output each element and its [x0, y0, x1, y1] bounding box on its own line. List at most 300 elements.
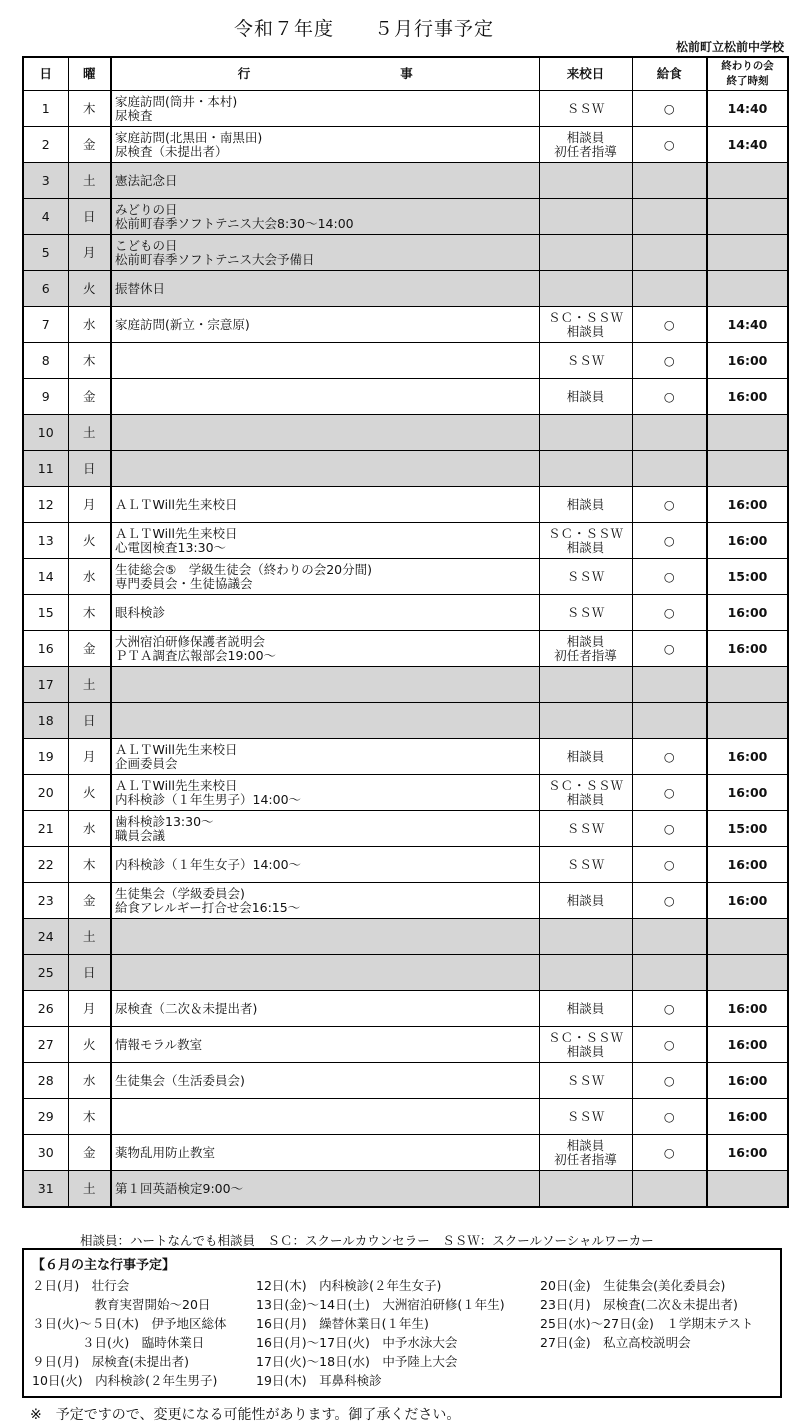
lunch-cell	[632, 271, 707, 307]
lunch-cell: ○	[632, 1063, 707, 1099]
table-row	[23, 415, 788, 451]
june-event-item: 19日(木) 耳鼻科検診	[256, 1373, 382, 1388]
weekday-cell: 木	[68, 595, 111, 631]
weekday-cell: 水	[68, 811, 111, 847]
visitor-line: ＳＳＷ	[566, 568, 605, 584]
weekday-cell: 土	[68, 919, 111, 955]
table-row	[23, 991, 788, 1027]
event-line: ＡＬＴWill先生来校日	[115, 496, 238, 512]
table-row	[23, 235, 788, 271]
visitor-line: 相談員	[566, 791, 605, 807]
header-end-time	[707, 57, 788, 91]
weekday-cell: 日	[68, 451, 111, 487]
events-cell	[111, 559, 539, 595]
table-row	[23, 847, 788, 883]
weekday-cell: 木	[68, 91, 111, 127]
visitor-line: 相談員	[566, 323, 605, 339]
visitor-line: ＳＣ・ＳＳＷ	[547, 309, 623, 325]
event-line: 尿検査	[115, 107, 153, 123]
june-event-item: 教育実習開始～20日	[32, 1297, 211, 1312]
table-row	[23, 163, 788, 199]
visitors-cell	[539, 811, 632, 847]
events-cell	[111, 991, 539, 1027]
june-event-item: 17日(火)～18日(水) 中予陸上大会	[256, 1354, 458, 1369]
visitor-line: 相談員	[566, 1043, 605, 1059]
june-event-item: ３日(火)～５日(木) 伊予地区総体	[32, 1316, 227, 1331]
event-line: 生徒総会⑤ 学級生徒会（終わりの会20分間)	[115, 561, 372, 577]
visitors-cell	[539, 955, 632, 991]
end-time-cell: 16:00	[707, 1135, 788, 1171]
weekday-cell: 日	[68, 199, 111, 235]
table-row	[23, 523, 788, 559]
day-cell: 15	[23, 595, 68, 631]
weekday-cell: 木	[68, 847, 111, 883]
school-name: 松前町立松前中学校	[675, 40, 784, 54]
visitor-line: 相談員	[566, 388, 605, 404]
weekday-cell: 金	[68, 1135, 111, 1171]
events-cell	[111, 883, 539, 919]
visitors-cell	[539, 307, 632, 343]
table-row	[23, 703, 788, 739]
visitors-cell	[539, 127, 632, 163]
end-time-cell: 16:00	[707, 991, 788, 1027]
weekday-cell: 水	[68, 1063, 111, 1099]
events-cell	[111, 1171, 539, 1208]
visitor-line: ＳＳＷ	[566, 1108, 605, 1124]
visitor-line: 初任者指導	[554, 1151, 617, 1167]
event-line: 生徒集会（生活委員会)	[115, 1072, 245, 1088]
end-time-cell: 15:00	[707, 811, 788, 847]
weekday-cell: 日	[68, 703, 111, 739]
june-column-3	[540, 1276, 753, 1352]
june-event-item: ２日(月) 壮行会	[32, 1278, 130, 1293]
events-cell	[111, 199, 539, 235]
lunch-cell: ○	[632, 487, 707, 523]
table-row	[23, 1063, 788, 1099]
table-row	[23, 1099, 788, 1135]
visitors-cell	[539, 919, 632, 955]
june-event-item: 25日(水)～27日(金) １学期末テスト	[540, 1316, 754, 1331]
day-cell: 4	[23, 199, 68, 235]
events-cell	[111, 523, 539, 559]
table-row	[23, 199, 788, 235]
end-time-cell: 16:00	[707, 775, 788, 811]
day-cell: 19	[23, 739, 68, 775]
visitors-cell	[539, 343, 632, 379]
day-cell: 29	[23, 1099, 68, 1135]
table-row	[23, 91, 788, 127]
visitors-cell	[539, 739, 632, 775]
table-row	[23, 595, 788, 631]
visitor-line: ＳＳＷ	[566, 604, 605, 620]
lunch-cell: ○	[632, 379, 707, 415]
lunch-cell	[632, 235, 707, 271]
lunch-cell: ○	[632, 775, 707, 811]
day-cell: 24	[23, 919, 68, 955]
header-visitors: 来校日	[539, 57, 632, 91]
event-line: 第１回英語検定9:00～	[115, 1180, 244, 1196]
header-lunch: 給食	[632, 57, 707, 91]
lunch-cell	[632, 955, 707, 991]
end-time-cell	[707, 703, 788, 739]
end-time-cell: 16:00	[707, 739, 788, 775]
visitor-line: 相談員	[566, 892, 605, 908]
event-line: 情報モラル教室	[115, 1036, 203, 1052]
june-event-item: 27日(金) 私立高校説明会	[540, 1335, 691, 1350]
event-line: 企画委員会	[115, 755, 178, 771]
events-cell	[111, 919, 539, 955]
day-cell: 16	[23, 631, 68, 667]
event-line: 内科検診（１年生女子）14:00～	[115, 856, 302, 872]
weekday-cell: 月	[68, 991, 111, 1027]
end-time-cell	[707, 271, 788, 307]
day-cell: 1	[23, 91, 68, 127]
end-time-cell	[707, 955, 788, 991]
event-line: 内科検診（１年生男子）14:00～	[115, 791, 302, 807]
june-column-2	[256, 1276, 505, 1390]
june-event-item: 10日(火) 内科検診(２年生男子)	[32, 1373, 218, 1388]
visitors-cell	[539, 271, 632, 307]
table-row	[23, 379, 788, 415]
events-cell	[111, 667, 539, 703]
lunch-cell: ○	[632, 127, 707, 163]
visitors-cell	[539, 559, 632, 595]
header-weekday: 曜	[68, 57, 111, 91]
table-row	[23, 955, 788, 991]
visitor-line: ＳＳＷ	[566, 856, 605, 872]
june-events-title: 【６月の主な行事予定】	[32, 1258, 176, 1273]
event-line: 憲法記念日	[115, 172, 178, 188]
end-time-cell: 16:00	[707, 487, 788, 523]
table-row	[23, 631, 788, 667]
table-row	[23, 127, 788, 163]
table-row	[23, 343, 788, 379]
lunch-cell: ○	[632, 631, 707, 667]
events-cell	[111, 91, 539, 127]
event-line: 家庭訪問(新立・宗意原)	[115, 316, 250, 332]
event-line: 家庭訪問(筒井・本村)	[115, 93, 238, 109]
lunch-cell: ○	[632, 559, 707, 595]
weekday-cell: 土	[68, 1171, 111, 1208]
page-title: 令和７年度 ５月行事予定	[233, 18, 494, 40]
day-cell: 10	[23, 415, 68, 451]
end-time-cell: 16:00	[707, 847, 788, 883]
lunch-cell	[632, 163, 707, 199]
end-time-cell	[707, 1171, 788, 1208]
day-cell: 22	[23, 847, 68, 883]
end-time-cell: 16:00	[707, 379, 788, 415]
header-events: 行 事	[111, 57, 539, 91]
visitors-cell	[539, 595, 632, 631]
end-time-cell: 16:00	[707, 883, 788, 919]
header-end-line2: 終了時刻	[726, 75, 769, 87]
table-row	[23, 775, 788, 811]
event-line: 心電図検査13:30～	[115, 539, 227, 555]
visitor-line: ＳＳＷ	[566, 100, 605, 116]
lunch-cell: ○	[632, 595, 707, 631]
lunch-cell: ○	[632, 343, 707, 379]
events-cell	[111, 631, 539, 667]
june-events-box	[22, 1248, 782, 1398]
june-event-item: ３日(火) 臨時休業日	[32, 1335, 205, 1350]
lunch-cell	[632, 667, 707, 703]
day-cell: 30	[23, 1135, 68, 1171]
day-cell: 28	[23, 1063, 68, 1099]
june-event-item: 16日(月)～17日(火) 中予水泳大会	[256, 1335, 458, 1350]
event-line: こどもの日	[115, 237, 178, 253]
visitors-cell	[539, 163, 632, 199]
events-cell	[111, 739, 539, 775]
end-time-cell	[707, 451, 788, 487]
weekday-cell: 月	[68, 235, 111, 271]
events-cell	[111, 235, 539, 271]
end-time-cell: 16:00	[707, 1027, 788, 1063]
visitors-cell	[539, 487, 632, 523]
event-line: 松前町春季ソフトテニス大会予備日	[115, 251, 315, 267]
day-cell: 26	[23, 991, 68, 1027]
weekday-cell: 金	[68, 379, 111, 415]
weekday-cell: 木	[68, 343, 111, 379]
day-cell: 3	[23, 163, 68, 199]
visitors-cell	[539, 631, 632, 667]
event-line: 松前町春季ソフトテニス大会8:30～14:00	[115, 215, 354, 231]
table-row	[23, 739, 788, 775]
day-cell: 5	[23, 235, 68, 271]
visitor-line: 初任者指導	[554, 143, 617, 159]
visitors-cell	[539, 235, 632, 271]
visitor-line: ＳＳＷ	[566, 820, 605, 836]
end-time-cell	[707, 163, 788, 199]
weekday-cell: 木	[68, 1099, 111, 1135]
visitors-cell	[539, 991, 632, 1027]
events-cell	[111, 1063, 539, 1099]
visitor-line: 相談員	[566, 1137, 605, 1153]
lunch-cell	[632, 451, 707, 487]
end-time-cell: 14:40	[707, 127, 788, 163]
end-time-cell: 16:00	[707, 595, 788, 631]
lunch-cell: ○	[632, 991, 707, 1027]
table-row	[23, 487, 788, 523]
lunch-cell: ○	[632, 883, 707, 919]
weekday-cell: 土	[68, 163, 111, 199]
event-line: ＡＬＴWill先生来校日	[115, 741, 238, 757]
table-row	[23, 811, 788, 847]
header-day: 日	[23, 57, 68, 91]
table-header-row	[23, 57, 788, 91]
weekday-cell: 金	[68, 127, 111, 163]
day-cell: 12	[23, 487, 68, 523]
june-event-item: 12日(木) 内科検診(２年生女子)	[256, 1278, 442, 1293]
visitors-cell	[539, 883, 632, 919]
day-cell: 14	[23, 559, 68, 595]
visitor-line: 相談員	[566, 129, 605, 145]
weekday-cell: 火	[68, 775, 111, 811]
events-cell	[111, 163, 539, 199]
events-cell	[111, 775, 539, 811]
day-cell: 6	[23, 271, 68, 307]
table-row	[23, 1027, 788, 1063]
table-row	[23, 451, 788, 487]
day-cell: 7	[23, 307, 68, 343]
table-row	[23, 667, 788, 703]
june-event-item: 16日(月) 繰替休業日(１年生)	[256, 1316, 429, 1331]
schedule-table	[22, 56, 789, 1208]
lunch-cell: ○	[632, 1099, 707, 1135]
legend-note: 相談員：ハートなんでも相談員 ＳＣ：スクールカウンセラー ＳＳＷ：スクールソーシャルワーカー	[80, 1233, 654, 1248]
visitors-cell	[539, 775, 632, 811]
events-cell	[111, 343, 539, 379]
event-line: 生徒集会（学級委員会)	[115, 885, 245, 901]
day-cell: 11	[23, 451, 68, 487]
visitor-line: 相談員	[566, 1000, 605, 1016]
lunch-cell: ○	[632, 811, 707, 847]
day-cell: 13	[23, 523, 68, 559]
weekday-cell: 水	[68, 307, 111, 343]
events-cell	[111, 1099, 539, 1135]
visitors-cell	[539, 199, 632, 235]
end-time-cell: 14:40	[707, 91, 788, 127]
lunch-cell	[632, 703, 707, 739]
event-line: ＡＬＴWill先生来校日	[115, 777, 238, 793]
event-line: 職員会議	[115, 827, 166, 843]
end-time-cell: 16:00	[707, 343, 788, 379]
event-line: 家庭訪問(北黒田・南黒田)	[115, 129, 263, 145]
events-cell	[111, 451, 539, 487]
visitor-line: 相談員	[566, 633, 605, 649]
header-end-line1: 終わりの会	[721, 60, 774, 72]
end-time-cell: 16:00	[707, 523, 788, 559]
end-time-cell	[707, 199, 788, 235]
visitors-cell	[539, 91, 632, 127]
table-row	[23, 1171, 788, 1208]
visitors-cell	[539, 703, 632, 739]
event-line: みどりの日	[115, 201, 178, 217]
day-cell: 27	[23, 1027, 68, 1063]
table-row	[23, 883, 788, 919]
weekday-cell: 月	[68, 487, 111, 523]
visitor-line: ＳＣ・ＳＳＷ	[547, 525, 623, 541]
visitor-line: 相談員	[566, 539, 605, 555]
events-cell	[111, 415, 539, 451]
day-cell: 8	[23, 343, 68, 379]
end-time-cell	[707, 235, 788, 271]
footer-note: ※ 予定ですので、変更になる可能性があります。御了承ください。	[30, 1407, 461, 1423]
visitor-line: ＳＳＷ	[566, 1072, 605, 1088]
end-time-cell: 16:00	[707, 1063, 788, 1099]
visitors-cell	[539, 847, 632, 883]
lunch-cell: ○	[632, 1135, 707, 1171]
visitors-cell	[539, 523, 632, 559]
end-time-cell	[707, 667, 788, 703]
visitors-cell	[539, 1171, 632, 1208]
end-time-cell: 16:00	[707, 631, 788, 667]
visitor-line: ＳＳＷ	[566, 352, 605, 368]
june-column-1	[32, 1276, 227, 1390]
events-cell	[111, 703, 539, 739]
events-cell	[111, 307, 539, 343]
day-cell: 31	[23, 1171, 68, 1208]
event-line: 専門委員会・生徒協議会	[115, 575, 253, 591]
day-cell: 23	[23, 883, 68, 919]
weekday-cell: 火	[68, 271, 111, 307]
lunch-cell: ○	[632, 1027, 707, 1063]
visitor-line: ＳＣ・ＳＳＷ	[547, 777, 623, 793]
event-line: 給食アレルギー打合せ会16:15～	[115, 899, 301, 915]
events-cell	[111, 127, 539, 163]
lunch-cell: ○	[632, 847, 707, 883]
events-cell	[111, 847, 539, 883]
end-time-cell: 15:00	[707, 559, 788, 595]
table-row	[23, 271, 788, 307]
weekday-cell: 火	[68, 523, 111, 559]
end-time-cell	[707, 415, 788, 451]
june-event-item: 20日(金) 生徒集会(美化委員会)	[540, 1278, 726, 1293]
lunch-cell: ○	[632, 739, 707, 775]
day-cell: 20	[23, 775, 68, 811]
event-line: 眼科検診	[115, 604, 166, 620]
weekday-cell: 土	[68, 415, 111, 451]
lunch-cell	[632, 415, 707, 451]
lunch-cell	[632, 1171, 707, 1208]
visitors-cell	[539, 1027, 632, 1063]
lunch-cell	[632, 199, 707, 235]
lunch-cell: ○	[632, 307, 707, 343]
events-cell	[111, 271, 539, 307]
event-line: 尿検査（二次＆未提出者)	[115, 1000, 258, 1016]
events-cell	[111, 1027, 539, 1063]
table-row	[23, 307, 788, 343]
day-cell: 25	[23, 955, 68, 991]
visitor-line: ＳＣ・ＳＳＷ	[547, 1029, 623, 1045]
events-cell	[111, 595, 539, 631]
day-cell: 21	[23, 811, 68, 847]
end-time-cell: 14:40	[707, 307, 788, 343]
visitor-line: 相談員	[566, 496, 605, 512]
day-cell: 2	[23, 127, 68, 163]
event-line: 尿検査（未提出者）	[115, 143, 228, 159]
weekday-cell: 月	[68, 739, 111, 775]
day-cell: 17	[23, 667, 68, 703]
lunch-cell: ○	[632, 91, 707, 127]
visitors-cell	[539, 415, 632, 451]
event-line: 大洲宿泊研修保護者説明会	[115, 633, 266, 649]
visitors-cell	[539, 1099, 632, 1135]
visitors-cell	[539, 1135, 632, 1171]
lunch-cell	[632, 919, 707, 955]
weekday-cell: 火	[68, 1027, 111, 1063]
event-line: ＡＬＴWill先生来校日	[115, 525, 238, 541]
june-event-item: 13日(金)～14日(土) 大洲宿泊研修(１年生)	[256, 1297, 505, 1312]
events-cell	[111, 487, 539, 523]
end-time-cell	[707, 919, 788, 955]
visitor-line: 初任者指導	[554, 647, 617, 663]
event-line: 歯科検診13:30～	[115, 813, 214, 829]
visitor-line: 相談員	[566, 748, 605, 764]
weekday-cell: 水	[68, 559, 111, 595]
weekday-cell: 金	[68, 631, 111, 667]
weekday-cell: 土	[68, 667, 111, 703]
table-row	[23, 559, 788, 595]
events-cell	[111, 955, 539, 991]
june-event-item: 23日(月) 尿検査(二次＆未提出者)	[540, 1297, 738, 1312]
day-cell: 9	[23, 379, 68, 415]
events-cell	[111, 1135, 539, 1171]
visitors-cell	[539, 1063, 632, 1099]
event-line: ＰＴＡ調査広報部会19:00～	[115, 647, 277, 663]
visitors-cell	[539, 451, 632, 487]
lunch-cell: ○	[632, 523, 707, 559]
day-cell: 18	[23, 703, 68, 739]
